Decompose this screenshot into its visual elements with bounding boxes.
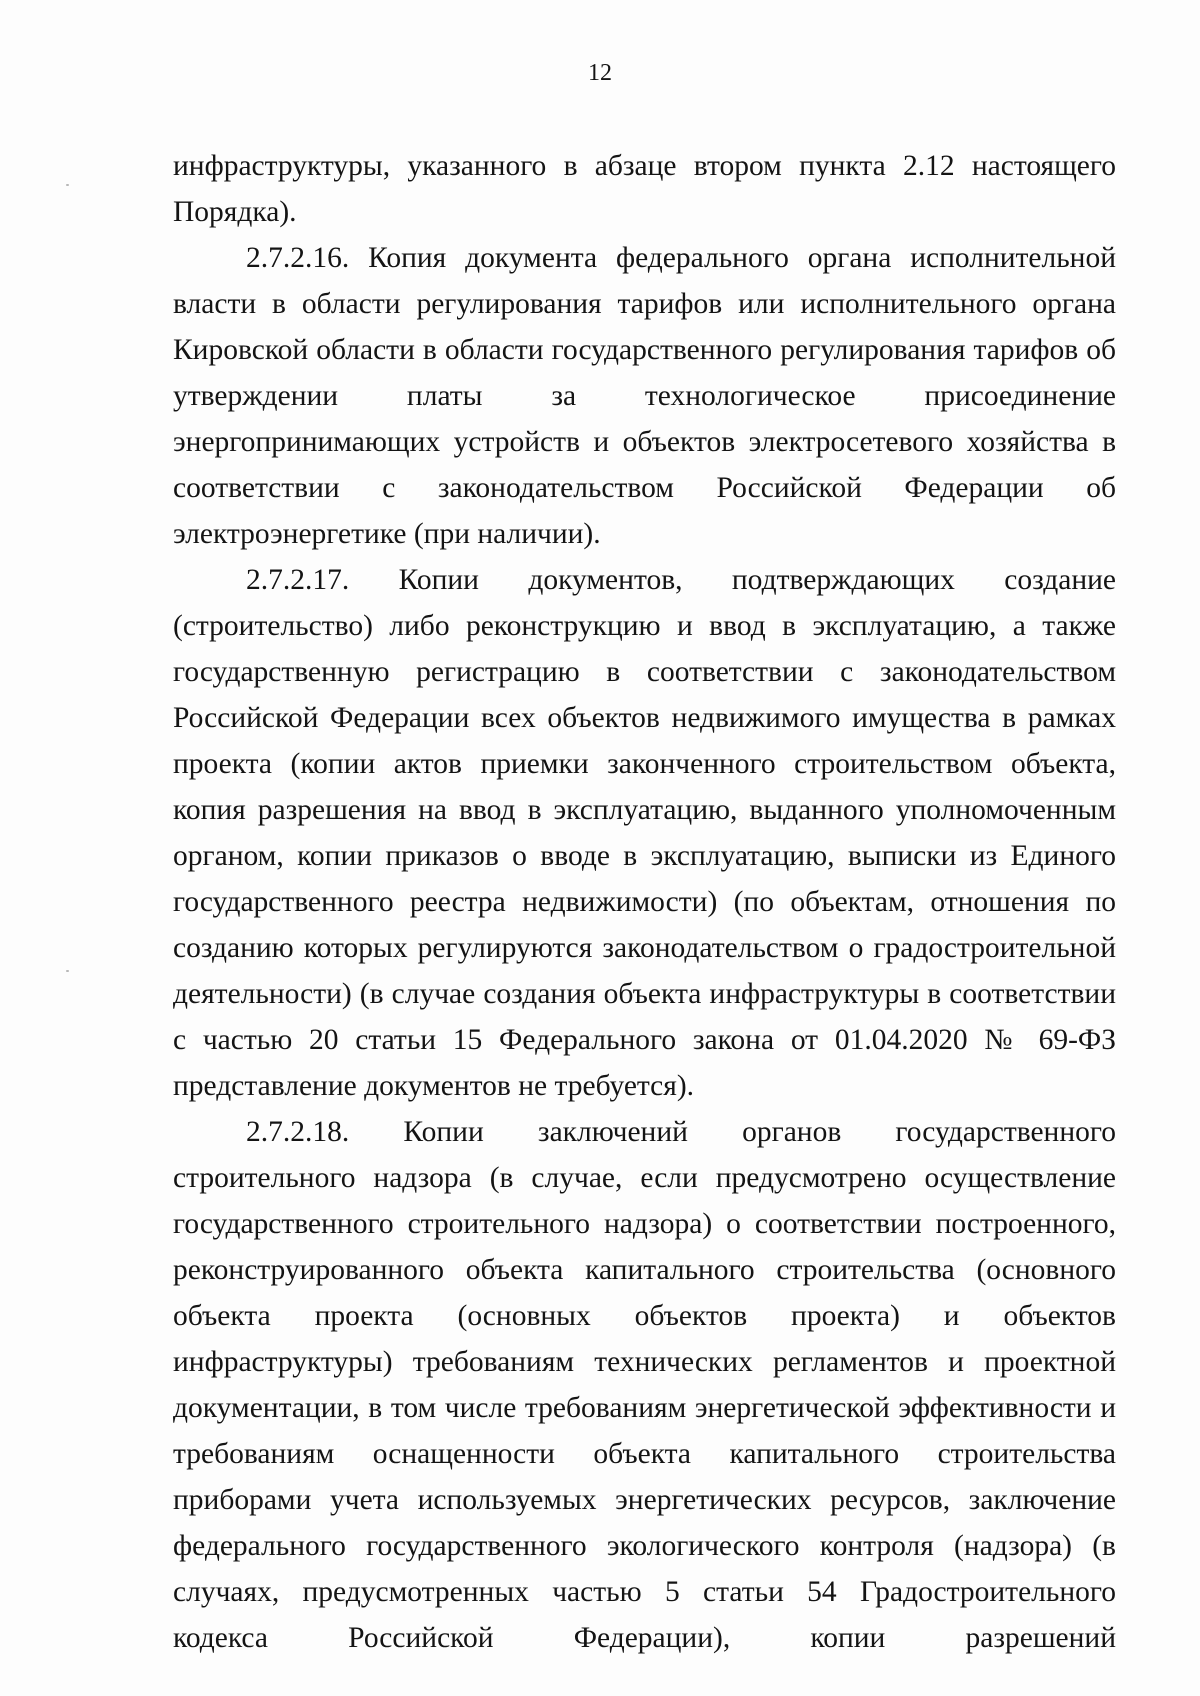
scan-speck xyxy=(66,970,69,972)
paragraph-continuation: инфраструктуры, указанного в абзаце втором пункта 2.12 настоящего Порядка). xyxy=(173,150,1116,228)
scan-speck xyxy=(66,184,69,186)
page-number: 12 xyxy=(588,60,612,86)
document-body xyxy=(173,143,1116,1661)
paragraph-2-7-2-17: 2.7.2.17. Копии документов, подтверждающих создание (строительство) либо реконструкцию и ввод в эксплуатацию, а также государственную регистрацию в соответствии с законодательством Российской Федерации всех объектов недвижимого имущества в рамках проекта (копии актов приемки законченного строительством объекта, копия разрешения на ввод в эксплуатацию, выданного уполномоченным органом, копии приказов о вводе в эксплуатацию, выписки из Единого государственного реестра недвижимости) (по объектам, отношения по созданию которых регулируются законодательством о градостроительной деятельности) (в случае создания объекта инфраструктуры в соответствии с частью 20 статьи 15 Федерального закона от 01.04.2020 № 69-ФЗ представление документов не требуется). xyxy=(173,564,1116,1102)
paragraph-2-7-2-16: 2.7.2.16. Копия документа федерального органа исполнительной власти в области регулирования тарифов или исполнительного органа Кировской области в области государственного регулирования тарифов об утверждении платы за технологическое присоединение энергопринимающих устройств и объектов электросетевого хозяйства в соответствии с законодательством Российской Федерации об электроэнергетике (при наличии). xyxy=(173,242,1116,550)
paragraph-2-7-2-18: 2.7.2.18. Копии заключений органов государственного строительного надзора (в случае, если предусмотрено осуществление государственного строительного надзора) о соответствии построенного, реконструированного объекта капитального строительства (основного объекта проекта (основных объектов проекта) и объектов инфраструктуры) требованиям технических регламентов и проектной документации, в том числе требованиям энергетической эффективности и требованиям оснащенности объекта капитального строительства приборами учета используемых энергетических ресурсов, заключение федерального государственного экологического контроля (надзора) (в случаях, предусмотренных частью 5 статьи 54 Градостроительного кодекса Российской Федерации), копии разрешений xyxy=(173,1116,1116,1654)
